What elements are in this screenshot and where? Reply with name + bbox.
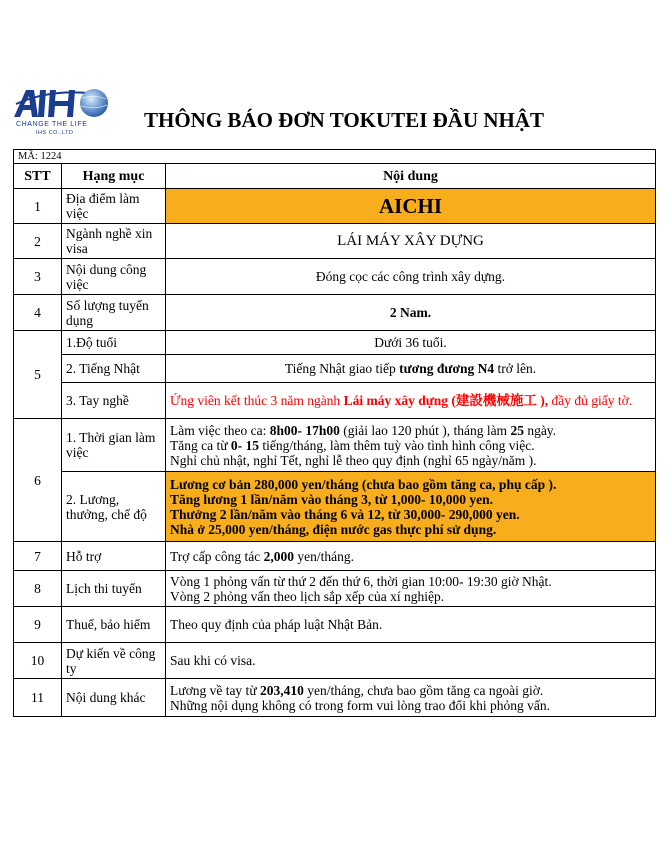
age-label: 1.Độ tuổi [62,331,166,355]
other-details: Lương về tay từ 203,410 yen/tháng, chưa bao gồm tăng ca ngoài giờ. Những nội dụng không có trong form vui lòng trao đổi khi phỏng vấn. [166,679,656,717]
row-number: 10 [14,643,62,679]
table-row [14,643,656,679]
row-category: Nội dung công việc [62,259,166,295]
row-number: 4 [14,295,62,331]
row-number: 7 [14,542,62,571]
table-row [14,383,656,419]
row-number: 3 [14,259,62,295]
code-row [14,150,656,164]
logo-company: IHS CO.,LTD [36,130,74,136]
age-requirement: Dưới 36 tuổi. [166,331,656,355]
header-content: Nội dung [166,164,656,189]
row-number: 11 [14,679,62,717]
company-plan: Sau khi có visa. [166,643,656,679]
aih-globe-logo-icon [12,84,112,120]
order-code: MÃ: 1224 [14,150,656,164]
table-row [14,224,656,259]
row-category: Nội dung khác [62,679,166,717]
row-category: Thuế, bảo hiểm [62,607,166,643]
table-row [14,189,656,224]
header-row [14,164,656,189]
header-stt: STT [14,164,62,189]
skill-requirement: Ứng viên kết thúc 3 năm ngành Lái máy xây dựng (建設機械施工 ), đầy đủ giấy tờ. [166,383,656,419]
interview-schedule: Vòng 1 phỏng vấn từ thứ 2 đến thứ 6, thời gian 10:00- 19:30 giờ Nhật. Vòng 2 phỏng vấn theo lịch sắp xếp của xí nghiệp. [166,571,656,607]
row-category: Số lượng tuyển dụng [62,295,166,331]
table-row [14,295,656,331]
row-number: 2 [14,224,62,259]
salary-details: Lương cơ bản 280,000 yen/tháng (chưa bao gồm tăng ca, phụ cấp ). Tăng lương 1 lần/năm vào tháng 3, từ 1,000- 10,000 yen. Thưởng 2 lần/năm vào tháng 6 và 12, từ 30,000- 290,000 yen. Nhà ở 25,000 yen/tháng, điện nước gas thực phí sử dụng. [166,472,656,542]
company-logo [12,84,112,146]
row-number: 5 [14,331,62,419]
page-title: THÔNG BÁO ĐƠN TOKUTEI ĐẦU NHẬT [144,108,545,132]
row-category: Ngành nghề xin visa [62,224,166,259]
table-row [14,542,656,571]
header-category: Hạng mục [62,164,166,189]
visa-occupation: LÁI MÁY XÂY DỰNG [166,224,656,259]
tax-insurance: Theo quy định của pháp luật Nhật Bản. [166,607,656,643]
job-description: Đóng cọc các công trình xây dựng. [166,259,656,295]
row-number: 9 [14,607,62,643]
allowance: Trợ cấp công tác 2,000 yen/tháng. [166,542,656,571]
table-row [14,607,656,643]
table-row [14,472,656,542]
table-row [14,259,656,295]
salary-label: 2. Lương, thưởng, chế độ [62,472,166,542]
work-time-label: 1. Thời gian làm việc [62,419,166,472]
recruit-quantity: 2 Nam. [166,295,656,331]
row-category: Hỗ trợ [62,542,166,571]
row-category: Dự kiến về công ty [62,643,166,679]
job-notice-table [13,149,656,717]
table-row [14,679,656,717]
table-row [14,571,656,607]
row-category: Lịch thi tuyển [62,571,166,607]
table-row [14,419,656,472]
row-category: Địa điểm làm việc [62,189,166,224]
row-number: 1 [14,189,62,224]
work-time-details: Làm việc theo ca: 8h00- 17h00 (giải lao 120 phút ), tháng làm 25 ngày. Tăng ca từ 0- 15 tiếng/tháng, làm thêm tuỳ vào tình hình công việc. Nghỉ chủ nhật, nghỉ Tết, nghỉ lễ theo quy định (nghỉ 65 ngày/năm ). [166,419,656,472]
logo-tagline: CHANGE THE LIFE [16,121,88,128]
japanese-requirement: Tiếng Nhật giao tiếp tương đương N4 trở lên. [166,355,656,383]
table-row [14,355,656,383]
table-row [14,331,656,355]
work-location: AICHI [166,189,656,224]
japanese-label: 2. Tiếng Nhật [62,355,166,383]
row-number: 6 [14,419,62,542]
row-number: 8 [14,571,62,607]
skill-label: 3. Tay nghề [62,383,166,419]
